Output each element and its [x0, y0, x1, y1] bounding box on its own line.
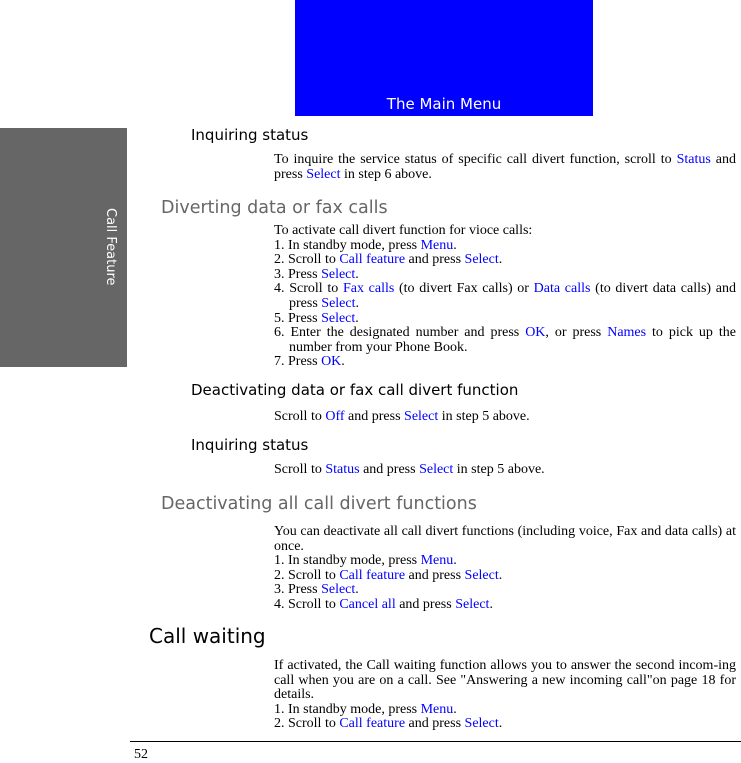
page-number: 52 [134, 747, 148, 762]
text-segment: and press [405, 567, 465, 583]
text-segment: 1. In standby mode, press [274, 553, 421, 569]
key-term: Select [306, 166, 341, 182]
chapter-label: Call Feature [103, 208, 118, 286]
key-term: Call feature [339, 252, 406, 268]
text-line [274, 268, 736, 283]
text-segment: If activated, the Call waiting function allows you to answer the second incom-ing call when you are on a call. See "Answering a new incoming call"on page 18 for details. [274, 658, 736, 703]
key-term: Select [464, 567, 499, 583]
text-segment: . [355, 266, 359, 282]
key-term: Cancel all [339, 596, 396, 612]
footer-rule [130, 741, 741, 742]
text-line [274, 253, 736, 268]
text-segment: . [453, 237, 457, 253]
key-term: Select [404, 409, 439, 424]
text-line [274, 463, 736, 478]
section-body [274, 525, 736, 613]
key-term: Names [607, 325, 647, 341]
section-body [274, 463, 736, 478]
section-body [274, 224, 736, 370]
text-line [274, 717, 736, 732]
main-menu-banner [295, 0, 593, 116]
text-segment: and press [405, 716, 465, 732]
text-segment: . [453, 553, 457, 569]
text-segment: . [498, 716, 503, 732]
chapter-side-tab [0, 128, 127, 367]
text-segment: in step 5 above. [438, 409, 530, 424]
text-line [274, 312, 736, 327]
text-segment: . [453, 701, 457, 717]
section-body [274, 410, 736, 425]
text-line [274, 153, 736, 182]
key-term: Select [419, 462, 454, 477]
text-segment: and press [395, 596, 456, 612]
key-term: Select [321, 582, 356, 598]
text-line [274, 569, 736, 584]
text-segment: Scroll to [274, 409, 326, 424]
section-heading: Call waiting [149, 624, 266, 648]
text-segment: 1. In standby mode, press [274, 701, 421, 717]
text-segment: to pick up the number from your Phone Book. [289, 325, 736, 355]
key-term: Menu [420, 553, 454, 569]
banner-title: The Main Menu [386, 95, 502, 113]
text-segment: , or press [545, 325, 608, 341]
text-segment: 2. Scroll to [274, 716, 340, 732]
key-term: OK [321, 354, 342, 370]
key-term: Off [325, 409, 345, 424]
text-segment: and press [359, 462, 420, 477]
text-segment: 3. Press [274, 582, 322, 598]
text-line [274, 583, 736, 598]
text-segment: You can deactivate all call divert functions (including voice, Fax and data calls) at once. [274, 524, 736, 554]
key-term: Select [321, 295, 356, 311]
key-term: Status [676, 152, 711, 167]
key-term: Data calls [533, 281, 591, 297]
text-segment: and press [405, 252, 465, 268]
text-segment: and press [344, 409, 405, 424]
key-term: Select [464, 252, 499, 268]
key-term: Call feature [339, 716, 406, 732]
key-term: Select [464, 716, 499, 732]
text-segment: (to divert Fax calls) or [394, 281, 534, 297]
key-term: Menu [420, 701, 454, 717]
text-segment: 7. Press [274, 354, 322, 370]
text-segment: . [355, 582, 359, 598]
text-segment: 3. Press [274, 266, 322, 282]
key-term: Select [455, 596, 490, 612]
text-line [274, 703, 736, 718]
key-term: Call feature [339, 567, 406, 583]
text-segment: 2. Scroll to [274, 567, 340, 583]
key-term: Status [325, 462, 360, 477]
text-segment: 5. Press [274, 310, 322, 326]
text-line [274, 410, 736, 425]
key-term: Select [321, 310, 356, 326]
text-line [274, 659, 736, 703]
text-segment: Scroll to [274, 462, 326, 477]
text-segment: . [355, 310, 359, 326]
text-segment: (to divert data calls) and press [289, 281, 736, 311]
text-segment: 1. In standby mode, press [274, 237, 421, 253]
text-line [274, 282, 736, 311]
section-heading: Diverting data or fax calls [161, 198, 388, 218]
text-segment: 2. Scroll to [274, 252, 340, 268]
text-segment: . [489, 596, 493, 612]
section-heading: Inquiring status [191, 436, 309, 454]
text-line [274, 326, 736, 355]
text-segment: . [498, 567, 503, 583]
text-segment: 4. Scroll to [274, 596, 340, 612]
key-term: Menu [420, 237, 454, 253]
text-line [274, 598, 736, 613]
section-heading: Deactivating data or fax call divert function [191, 381, 519, 399]
section-heading: Inquiring status [191, 126, 309, 144]
key-term: Select [321, 266, 356, 282]
text-line [274, 554, 736, 569]
text-segment: in step 5 above. [453, 462, 545, 477]
text-segment: To inquire the service status of specific call divert function, scroll to [274, 152, 677, 167]
text-line [274, 239, 736, 254]
text-segment: . [341, 354, 345, 370]
text-line [274, 224, 736, 239]
text-segment: To activate call divert function for vioce calls: [274, 223, 533, 238]
text-line [274, 525, 736, 554]
section-body [274, 153, 736, 182]
text-segment: 4. Scroll to [274, 281, 343, 297]
text-segment: and press [274, 152, 736, 182]
section-heading: Deactivating all call divert functions [161, 494, 477, 514]
key-term: Fax calls [342, 281, 395, 297]
key-term: OK [525, 325, 546, 341]
text-segment: . [355, 295, 359, 311]
text-segment: 6. Enter the designated number and press [274, 325, 526, 341]
text-segment: . [498, 252, 503, 268]
text-line [274, 355, 736, 370]
section-body [274, 659, 736, 732]
text-segment: in step 6 above. [340, 166, 432, 182]
